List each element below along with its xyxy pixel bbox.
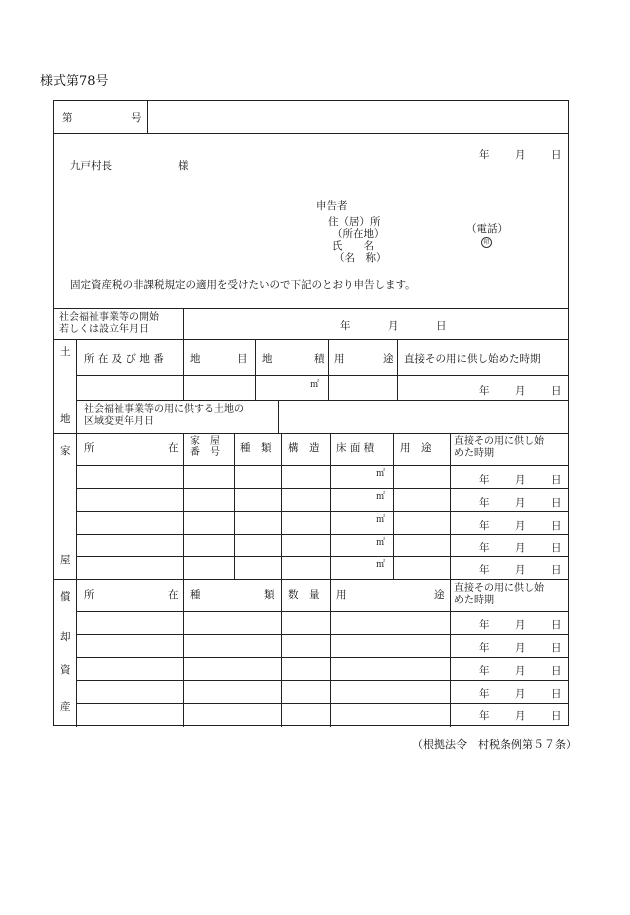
- assets-col-location-1: 所: [84, 589, 95, 601]
- applicant-name-label: 氏 名: [332, 240, 374, 252]
- house-col-number-1: 家 屋: [190, 436, 220, 447]
- legal-basis-note: （根拠法令 村税条例第５７条）: [412, 738, 577, 751]
- house-area-unit: ㎡: [376, 560, 386, 570]
- applicant-heading: 申告者: [316, 200, 348, 212]
- rule-header: [54, 133, 568, 134]
- land-change-date-field[interactable]: [279, 401, 568, 433]
- land-section-label-bottom: 地: [60, 413, 71, 425]
- house-col-location-1: 所: [84, 442, 95, 454]
- land-col-chimoku-2: 目: [237, 353, 248, 365]
- asset-row[interactable]: [77, 612, 568, 634]
- house-col-location-2: 在: [168, 442, 179, 454]
- addressee-honorific: 様: [178, 160, 189, 172]
- land-col-chimoku-1: 地: [190, 353, 201, 365]
- house-col-time-1: 直接その用に供し始: [454, 436, 544, 447]
- assets-col-type-1: 種: [190, 589, 201, 601]
- rule-house: [54, 579, 568, 580]
- land-change-label-1: 社会福祉事業等の用に供する土地の: [84, 404, 244, 415]
- house-col-time-2: めた時期: [454, 448, 494, 459]
- land-col-location: 所 在 及 び 地 番: [84, 353, 164, 365]
- land-col-area-2: 積: [314, 353, 325, 365]
- header-go: 号: [131, 112, 142, 124]
- house-area-unit: ㎡: [376, 538, 386, 548]
- house-area-unit: ㎡: [376, 515, 386, 525]
- house-col-type: 種 類: [240, 442, 272, 454]
- land-col-use-1: 用: [334, 353, 345, 365]
- house-row[interactable]: [77, 557, 568, 579]
- house-area-unit: ㎡: [376, 469, 386, 479]
- house-section-label-bottom: 屋: [60, 554, 71, 566]
- assets-col-time-2: めた時期: [454, 595, 494, 606]
- land-area-unit: ㎡: [310, 380, 320, 390]
- house-col-use: 用 途: [400, 442, 432, 454]
- applicant-name-sublabel: （名 称）: [334, 252, 387, 264]
- header-dai: 第: [62, 112, 73, 124]
- land-row[interactable]: [77, 376, 568, 400]
- asset-row[interactable]: [77, 635, 568, 657]
- assets-col-type-2: 類: [264, 589, 275, 601]
- rule-applicant: [54, 308, 568, 309]
- asset-row[interactable]: [77, 704, 568, 726]
- rule-start-date: [54, 339, 568, 340]
- rule-land: [54, 433, 568, 434]
- land-col-time: 直接その用に供し始めた時期: [404, 353, 541, 365]
- asset-row[interactable]: [77, 658, 568, 680]
- land-section-label-top: 土: [60, 346, 71, 358]
- house-col-structure: 構 造: [288, 442, 320, 454]
- house-section-label-top: 家: [60, 445, 71, 457]
- land-change-label-2: 区域変更年月日: [84, 416, 154, 427]
- seal-mark-icon: 印: [481, 237, 492, 248]
- declaration-form-table: 第 号 年 月 日 九戸村長 様 申告者 住（居）所 （所在地） 氏 名 （名 称） （電話） 印 固定資産税の非課税規定の適用を受けたいので下記のとおり申告します。 社会福祉事業等の開始 若しくは設立年月日 年 月 日 土 地 所 在 及 び 地 番 地 目 地 積 用 途 直接その用に供し始めた時期 ㎡ 年 月 日 社会福祉事業等の用に供する土地の 区域変更年月日 家 屋 所 在 家 屋 番 号 種 類 構 造 床 面 積 用 途 直接その用に供し始 めた時期 ㎡ 年 月 日 ㎡ 年 月 日 ㎡ 年 月 日 ㎡ 年 月 日 ㎡ 年 月 日 償 却 資 産 所 在 種 類 数 量 用 途 直接その用に供し始 めた時期 年 月 日 年 月 日 年 月 日 年 月 日 年 月 日: [53, 100, 569, 726]
- assets-col-time-1: 直接その用に供し始: [454, 583, 544, 594]
- house-col-floor-area: 床 面 積: [336, 442, 375, 454]
- assets-section-label-1: 償: [60, 591, 71, 603]
- addressee: 九戸村長: [70, 160, 112, 172]
- start-date-label-2: 若しくは設立年月日: [59, 324, 149, 335]
- house-row[interactable]: [77, 535, 568, 556]
- assets-col-location-2: 在: [168, 589, 179, 601]
- house-row[interactable]: [77, 489, 568, 511]
- house-row[interactable]: [77, 466, 568, 488]
- house-col-number-2: 番 号: [190, 447, 220, 458]
- asset-row[interactable]: [77, 681, 568, 703]
- start-date-divider: [183, 308, 184, 339]
- declaration-statement: 固定資産税の非課税規定の適用を受けたいので下記のとおり申告します。: [70, 279, 416, 291]
- house-area-unit: ㎡: [376, 492, 386, 502]
- applicant-address-label: 住（居）所: [328, 216, 381, 228]
- start-date-label-1: 社会福祉事業等の開始: [59, 312, 159, 323]
- assets-section-label-3: 資: [60, 664, 71, 676]
- assets-col-use-1: 用: [336, 589, 347, 601]
- document-number-field[interactable]: [148, 101, 568, 133]
- form-number: 様式第78号: [40, 74, 109, 89]
- house-row[interactable]: [77, 512, 568, 534]
- land-col-area-1: 地: [262, 353, 273, 365]
- applicant-info-field[interactable]: [384, 213, 464, 263]
- assets-section-label-2: 却: [60, 631, 71, 643]
- assets-col-use-2: 途: [434, 589, 445, 601]
- assets-col-quantity: 数 量: [288, 589, 320, 601]
- tel-label: （電話）: [466, 223, 508, 235]
- assets-section-label-4: 産: [60, 701, 71, 713]
- land-col-use-2: 途: [383, 353, 394, 365]
- applicant-address-sublabel: （所在地）: [332, 228, 385, 240]
